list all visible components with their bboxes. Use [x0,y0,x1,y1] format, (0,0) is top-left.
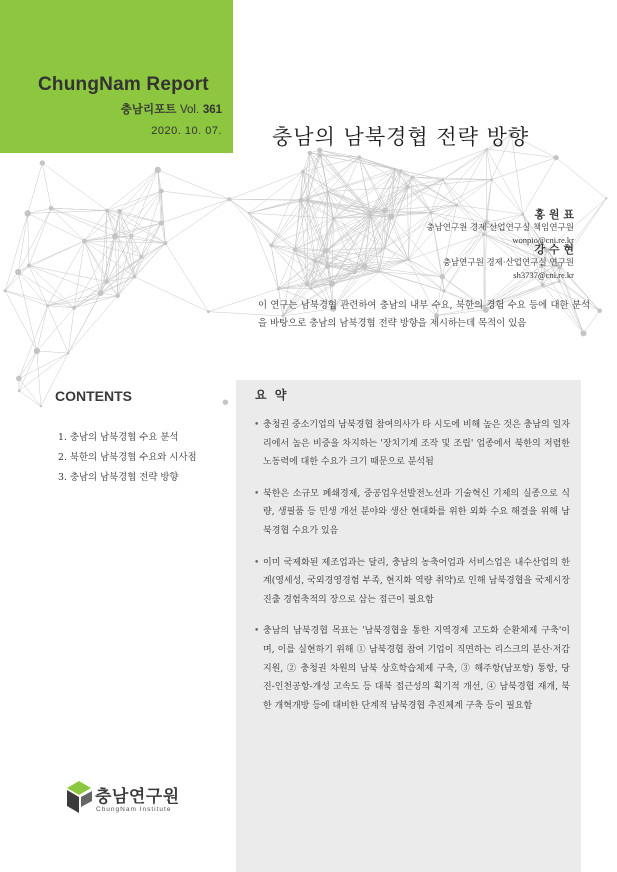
author-block-2 [443,241,574,281]
toc-item[interactable]: 3. 충남의 남북경협 전략 방향 [58,472,179,483]
summary-heading: 요 약 [255,388,289,402]
summary-bullet: • 충남의 남북경협 목표는 '남북경협을 통한 지역경제 고도화 순환체제 구축'이며, 이를 실현하기 위해 ① 남북경협 참여 기업이 직면하는 리스크의 분산·저감 지원, ② 충청권 차원의 남북 상호학습체제 구축, ③ 해주항(남포항) 통항, 당진-인천공항-개성 고속도 등 대북 접근성의 획기적 개선, ④ 남북경협 재개, 북한 개혁개방 등에 대비한 단계적 남북경협 추진체계 구축 등이 필요함 [254,622,570,715]
vol-label: Vol. [179,104,200,116]
toc-item[interactable]: 2. 북한의 남북경협 수요와 시사점 [58,452,197,463]
institute-logo-icon [65,779,95,815]
abstract: 이 연구는 남북경협 관련하여 충남의 내부 수요, 북한의 경험 수요 등에 대한 분석을 바탕으로 충남의 남북경협 전략 방향을 제시하는데 목적이 있음 [258,300,590,329]
report-title: ChungNam Report [38,74,209,95]
summary-bullets [254,416,570,715]
institute-name: 충남연구원 [95,787,180,807]
toc-item[interactable]: 1. 충남의 남북경협 수요 분석 [58,432,179,443]
publication-date: 2020. 10. 07. [151,125,222,137]
contents-heading: CONTENTS [55,388,132,404]
author-email[interactable]: wonpio@cni.re.kr [512,235,574,245]
summary-bullet: • 이미 국제화된 제조업과는 달리, 충남의 농축어업과 서비스업은 내수산업의 한계(영세성, 국외경영경험 부족, 현지화 역량 취약)로 인해 남북경협을 국제시장진출 경험축적의 장으로 삼는 접근이 필요함 [254,554,570,610]
author-name: 강 수 현 [534,243,574,256]
volume-line [121,101,222,117]
author-affiliation: 충남연구원 경제·산업연구실 책임연구원 [426,223,574,233]
vol-number: 361 [202,104,222,116]
author-name: 홍 원 표 [534,208,574,221]
series-korean: 충남리포트 [120,102,177,116]
table-of-contents [58,428,197,488]
page-title: 충남의 남북경협 전략 방향 [272,125,530,149]
summary-bullet: • 충청권 중소기업의 남북경협 참여의사가 타 시도에 비해 높은 것은 충남의 일자리에서 높은 비중을 차지하는 '장치기계 조작 및 조립' 업종에서 북한의 저렴한 노동력에 대한 수요가 크기 때문으로 분석됨 [254,416,570,472]
institute-subtitle: ChungNam Institute [96,806,172,813]
author-block-1 [426,206,574,246]
author-email[interactable]: sh3737@cni.re.kr [513,270,574,280]
institute-logo [65,779,205,827]
summary-bullet: • 북한은 소규모 폐쇄경제, 중공업우선발전노선과 기술혁신 기제의 실종으로 식량, 생필품 등 민생 개선 분야와 생산 현대화를 위한 외화 수요 해결을 위해 남북경협 수요가 있음 [254,485,570,541]
author-affiliation: 충남연구원 경제·산업연구실 연구원 [442,258,574,268]
